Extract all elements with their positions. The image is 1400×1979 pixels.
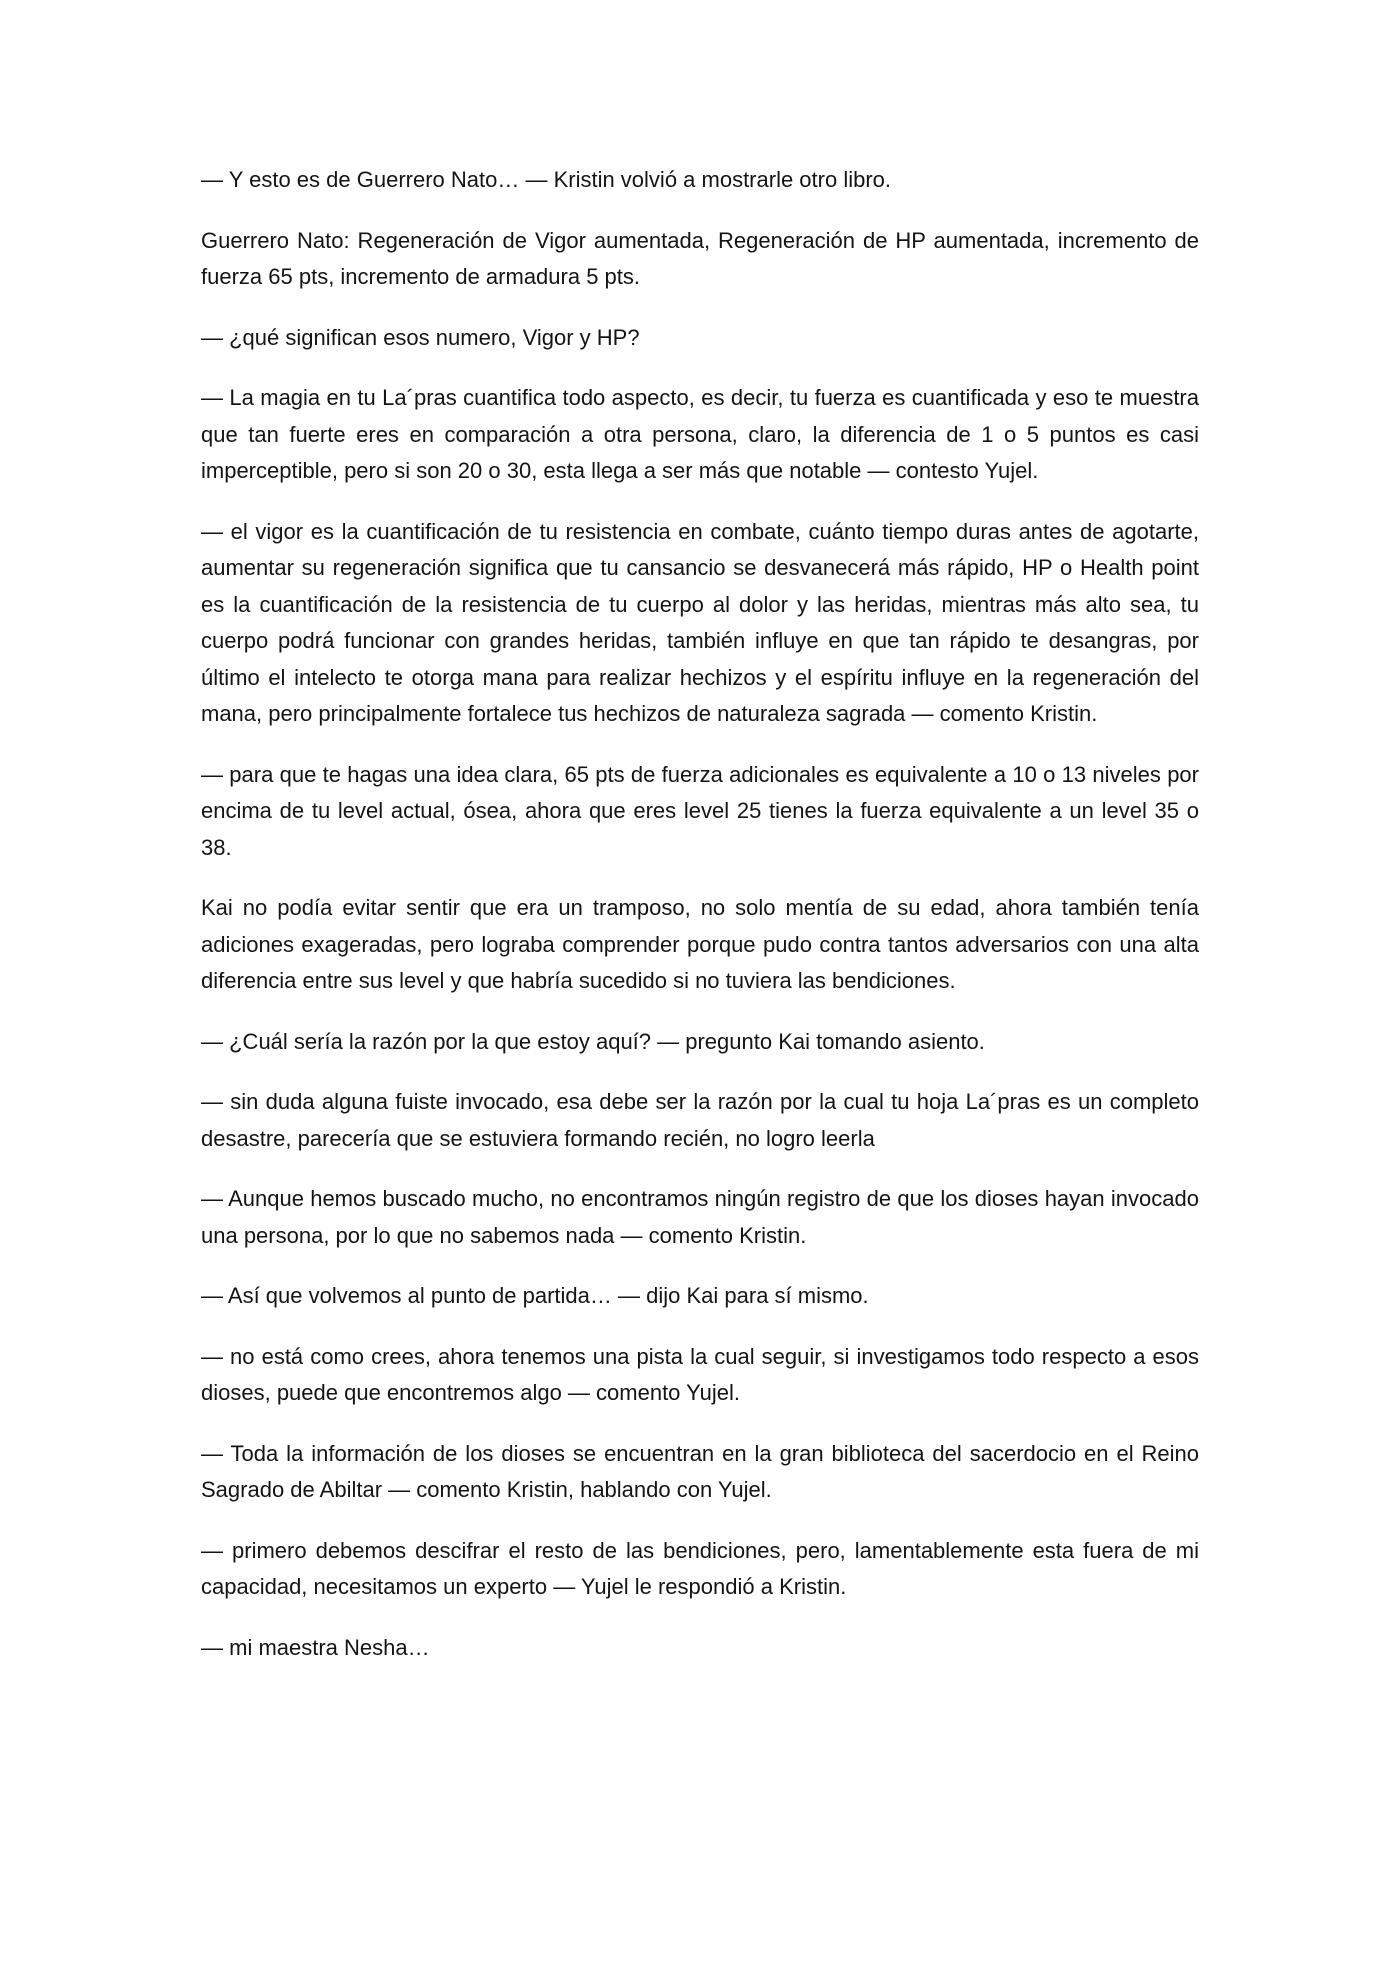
paragraph: — Aunque hemos buscado mucho, no encontramos ningún registro de que los dioses hayan invocado una persona, por lo que no sabemos nada — comento Kristin. [201, 1186, 1199, 1248]
paragraph: — mi maestra Nesha… [201, 1634, 430, 1660]
paragraph: — el vigor es la cuantificación de tu resistencia en combate, cuánto tiempo duras antes de agotarte, aumentar su regeneración significa que tu cansancio se desvanecerá más rápido, HP o Health point es la cuantificación de la resistencia de tu cuerpo al dolor y las heridas, mientras más alto sea, tu cuerpo podrá funcionar con grandes heridas, también influye en que tan rápido te desangras, por último el intelecto te otorga mana para realizar hechizos y el espíritu influye en la regeneración del mana, pero principalmente fortalece tus hechizos de naturaleza sagrada — comento Kristin. [201, 518, 1199, 726]
paragraph: — para que te hagas una idea clara, 65 pts de fuerza adicionales es equivalente a 10 o 13 niveles por encima de tu level actual, ósea, ahora que eres level 25 tienes la fuerza equivalente a un level 35 o 38. [201, 761, 1199, 860]
document-body [201, 162, 1199, 1690]
paragraph: — Así que volvemos al punto de partida… — dijo Kai para sí mismo. [201, 1283, 869, 1308]
paragraph: — Toda la información de los dioses se encuentran en la gran biblioteca del sacerdocio en el Reino Sagrado de Abiltar — comento Kristin, hablando con Yujel. [201, 1440, 1199, 1502]
paragraph: — sin duda alguna fuiste invocado, esa debe ser la razón por la cual tu hoja La´pras es un completo desastre, parecería que se estuviera formando recién, no logro leerla [201, 1089, 1199, 1151]
paragraph: — ¿Cuál sería la razón por la que estoy aquí? — pregunto Kai tomando asiento. [201, 1028, 985, 1054]
paragraph: — La magia en tu La´pras cuantifica todo aspecto, es decir, tu fuerza es cuantificada y eso te muestra que tan fuerte eres en comparación a otra persona, claro, la diferencia de 1 o 5 puntos es casi imperceptible, pero si son 20 o 30, esta llega a ser más que notable — contesto Yujel. [201, 385, 1199, 483]
paragraph: Kai no podía evitar sentir que era un tramposo, no solo mentía de su edad, ahora también tenía adiciones exageradas, pero lograba comprender porque pudo contra tantos adversarios con una alta diferencia entre sus level y que habría sucedido si no tuviera las bendiciones. [201, 895, 1199, 993]
paragraph: — no está como crees, ahora tenemos una pista la cual seguir, si investigamos todo respecto a esos dioses, puede que encontremos algo — comento Yujel. [201, 1343, 1199, 1405]
paragraph: Guerrero Nato: Regeneración de Vigor aumentada, Regeneración de HP aumentada, incremento de fuerza 65 pts, incremento de armadura 5 pts. [201, 227, 1199, 289]
paragraph: — Y esto es de Guerrero Nato… — Kristin volvió a mostrarle otro libro. [201, 167, 892, 192]
paragraph: — primero debemos descifrar el resto de las bendiciones, pero, lamentablemente esta fuera de mi capacidad, necesitamos un experto — Yujel le respondió a Kristin. [201, 1537, 1199, 1599]
paragraph: — ¿qué significan esos numero, Vigor y HP? [201, 324, 640, 350]
